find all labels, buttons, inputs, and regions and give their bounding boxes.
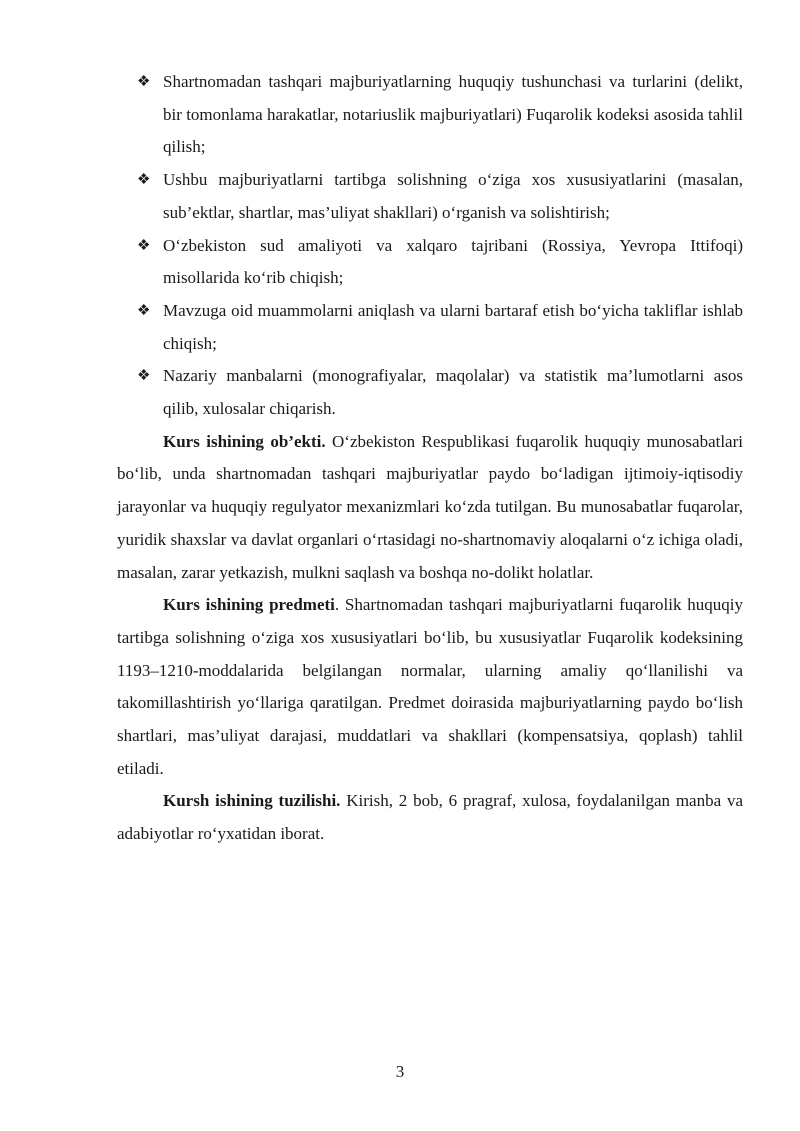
object-paragraph [117,426,743,590]
list-item-text: O‘zbekiston sud amaliyoti va xalqaro tajribani (Rossiya, Yevropa Ittifoqi) misollarida ko‘rib chiqish; [163,235,743,288]
list-item [117,230,743,295]
subject-text: . Shartnomadan tashqari majburiyatlarni fuqarolik huquqiy tartibga solishning o‘ziga xos xususiyatlari bo‘lib, bu xususiyatlar Fuqarolik kodeksining 1193–1210-moddalarida belgilangan normalar, ularning amaliy qo‘llanilishi va takomillashtirish yo‘llariga qaratilgan. Predmet doirasida majburiyatlarning paydo bo‘lish shartlari, mas’uliyat darajasi, muddatlari va shakllari (kompensatsiya, qoplash) tahlil etiladi. [117,595,743,778]
diamond-bullet-icon: ❖ [137,172,151,189]
list-item [117,360,743,425]
diamond-bullet-icon: ❖ [137,74,151,90]
list-item-text: Nazariy manbalarni (monografiyalar, maqolalar) va statistik ma’lumotlarni asos qilib, xulosalar chiqarish. [163,366,743,419]
diamond-bullet-icon: ❖ [137,237,151,254]
list-item [117,295,743,360]
object-heading: Kurs ishining ob’ekti. [163,431,326,451]
list-item-text: Ushbu majburiyatlarni tartibga solishning o‘ziga xos xususiyatlarini (masalan, sub’ektlar, shartlar, mas’uliyat shakllari) o‘rganish va solishtirish; [163,170,743,222]
page-number: 3 [395,1062,405,1081]
list-item-text: Mavzuga oid muammolarni aniqlash va ularni bartaraf etish bo‘yicha takliflar ishlab chiqish; [163,300,743,353]
structure-paragraph [117,785,743,850]
structure-heading: Kursh ishining tuzilishi. [163,791,341,811]
list-item [117,164,743,229]
document-page [117,66,743,851]
subject-paragraph [117,589,743,785]
structure-text: Kirish, 2 bob, 6 pragraf, xulosa, foydalanilgan manba va adabiyotlar ro‘yxatidan iborat. [117,791,743,844]
goals-list [117,66,743,426]
object-text: O‘zbekiston Respublikasi fuqarolik huquqiy munosabatlari bo‘lib, unda shartnomadan tashqari majburiyatlar paydo bo‘ladigan ijtimoiy-iqtisodiy jarayonlar va huquqiy regulyator mexanizmlari ko‘zda tutilgan. Bu munosabatlar fuqarolar, yuridik shaxslar va davlat organlari o‘rtasidagi no-shartnomaviy aloqalarni o‘z ichiga oladi, masalan, zarar yetkazish, mulkni saqlash va boshqa no-dolikt holatlar. [117,431,743,582]
list-item [117,66,743,164]
subject-heading: Kurs ishining predmeti [163,595,335,615]
list-item-text: Shartnomadan tashqari majburiyatlarning huquqiy tushunchasi va turlarini (delikt, bir tomonlama harakatlar, notariuslik majburiyatlari) Fuqarolik kodeksi asosida tahlil qilish; [163,72,743,157]
diamond-bullet-icon: ❖ [137,302,151,319]
diamond-bullet-icon: ❖ [137,368,151,385]
